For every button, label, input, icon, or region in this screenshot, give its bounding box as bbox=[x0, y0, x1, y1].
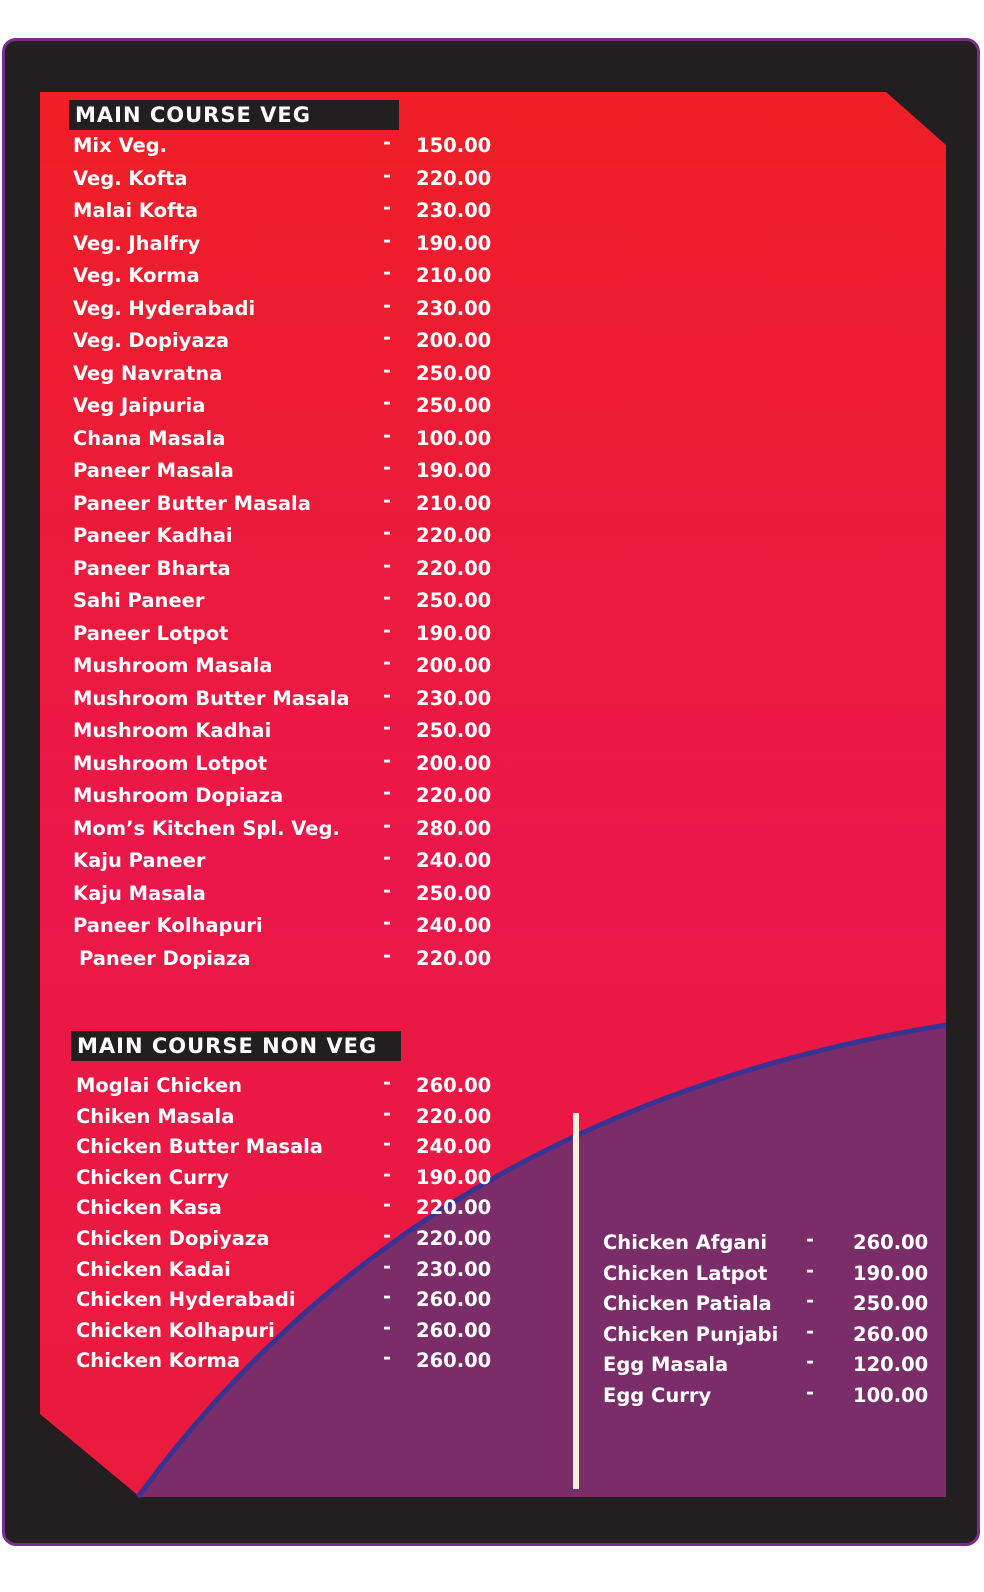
menu-item-name: Mushroom Butter Masala bbox=[73, 686, 350, 710]
menu-item-price: 220.00 bbox=[416, 524, 492, 547]
menu-item-name: Paneer Kadhai bbox=[73, 524, 233, 547]
menu-item-dash: - bbox=[383, 391, 392, 414]
menu-item-dash: - bbox=[383, 358, 392, 382]
menu-item-name: Chiken Masala bbox=[76, 1104, 235, 1128]
menu-item-price: 100.00 bbox=[416, 426, 492, 450]
menu-item-dash: - bbox=[383, 1071, 392, 1094]
menu-item-name: Paneer Bharta bbox=[73, 556, 231, 580]
menu-item-name: Veg. Kofta bbox=[73, 166, 188, 190]
menu-item-name: Moglai Chicken bbox=[76, 1074, 243, 1097]
menu-item-price: 240.00 bbox=[416, 1135, 492, 1159]
menu-item-name: Chicken Afgani bbox=[603, 1231, 768, 1254]
menu-item-price: 220.00 bbox=[416, 1227, 492, 1250]
menu-item-dash: - bbox=[806, 1350, 815, 1374]
menu-item-name: Mushroom Lotpot bbox=[73, 751, 268, 775]
menu-item-name: Chicken Kolhapuri bbox=[76, 1318, 275, 1342]
menu-item-name: Chicken Patiala bbox=[603, 1292, 772, 1316]
menu-item-name: Mushroom Masala bbox=[73, 654, 273, 677]
menu-item-price: 230.00 bbox=[416, 296, 492, 320]
menu-item-price: 220.00 bbox=[416, 946, 492, 970]
menu-item-name: Chicken Punjabi bbox=[603, 1322, 779, 1346]
menu-item-name: Chicken Dopiyaza bbox=[76, 1227, 270, 1250]
menu-item-dash: - bbox=[806, 1289, 815, 1313]
menu-item-dash: - bbox=[383, 456, 392, 479]
menu-item-dash: - bbox=[383, 163, 392, 187]
menu-item-name: Chicken Kasa bbox=[76, 1196, 222, 1220]
menu-item-price: 240.00 bbox=[416, 849, 492, 872]
menu-item-price: 250.00 bbox=[416, 361, 492, 385]
menu-item-price: 260.00 bbox=[853, 1231, 929, 1254]
menu-item-price: 220.00 bbox=[416, 166, 492, 190]
menu-item-dash: - bbox=[383, 911, 392, 934]
menu-item-price: 220.00 bbox=[416, 556, 492, 580]
menu-item-dash: - bbox=[383, 1101, 392, 1125]
menu-item-dash: - bbox=[806, 1319, 815, 1343]
menu-item-price: 210.00 bbox=[416, 491, 492, 515]
menu-item-name: Veg. Jhalfry bbox=[73, 231, 201, 255]
menu-item-price: 250.00 bbox=[416, 719, 492, 742]
menu-item-dash: - bbox=[383, 683, 392, 707]
menu-item-name: Chana Masala bbox=[73, 426, 226, 450]
menu-item-name: Paneer Dopiaza bbox=[79, 946, 251, 970]
menu-item-dash: - bbox=[383, 748, 392, 772]
menu-item-dash: - bbox=[383, 618, 392, 642]
menu-item-dash: - bbox=[383, 1285, 392, 1309]
menu-item-name: Kaju Masala bbox=[73, 881, 206, 905]
menu-item-price: 220.00 bbox=[416, 1104, 492, 1128]
menu-item-dash: - bbox=[383, 293, 392, 317]
menu-item-price: 190.00 bbox=[416, 459, 492, 482]
menu-item-dash: - bbox=[383, 1224, 392, 1247]
menu-item-name: Mushroom Kadhai bbox=[73, 719, 272, 742]
menu-item-name: Chicken Hyderabadi bbox=[76, 1288, 296, 1312]
menu-item-name: Veg. Korma bbox=[73, 264, 200, 287]
menu-item-name: Egg Curry bbox=[603, 1384, 712, 1407]
menu-item-price: 260.00 bbox=[853, 1322, 929, 1346]
menu-item-name: Sahi Paneer bbox=[73, 589, 205, 612]
menu-item-price: 200.00 bbox=[416, 329, 492, 352]
menu-item-price: 150.00 bbox=[416, 134, 492, 157]
menu-item-dash: - bbox=[383, 586, 392, 609]
menu-item-dash: - bbox=[383, 1193, 392, 1217]
menu-item-price: 190.00 bbox=[416, 231, 492, 255]
menu-item-price: 260.00 bbox=[416, 1349, 492, 1373]
menu-item-dash: - bbox=[383, 228, 392, 252]
menu-item-dash: - bbox=[383, 651, 392, 674]
menu-item-name: Mushroom Dopiaza bbox=[73, 784, 284, 807]
menu-item-dash: - bbox=[383, 1315, 392, 1339]
menu-item-name: Chicken Korma bbox=[76, 1349, 241, 1373]
menu-item-name: Malai Kofta bbox=[73, 199, 199, 222]
menu-item-price: 250.00 bbox=[416, 881, 492, 905]
menu-item-price: 230.00 bbox=[416, 686, 492, 710]
column-divider bbox=[573, 1113, 579, 1489]
menu-item-dash: - bbox=[383, 813, 392, 837]
menu-item-dash: - bbox=[383, 261, 392, 284]
menu-item-price: 200.00 bbox=[416, 654, 492, 677]
menu-item-name: Egg Masala bbox=[603, 1353, 729, 1377]
nonveg-section-title: MAIN COURSE NON VEG bbox=[71, 1031, 401, 1061]
menu-item-price: 220.00 bbox=[416, 784, 492, 807]
menu-item-name: Chicken Latpot bbox=[603, 1261, 768, 1285]
menu-item-price: 260.00 bbox=[416, 1318, 492, 1342]
veg-section-title: MAIN COURSE VEG bbox=[69, 100, 399, 130]
menu-item-name: Chicken Curry bbox=[76, 1165, 229, 1189]
menu-item-name: Paneer Lotpot bbox=[73, 621, 229, 645]
menu-item-price: 120.00 bbox=[853, 1353, 929, 1377]
menu-item-dash: - bbox=[383, 846, 392, 869]
menu-item-dash: - bbox=[806, 1228, 815, 1251]
menu-item-dash: - bbox=[383, 423, 392, 447]
menu-item-price: 200.00 bbox=[416, 751, 492, 775]
menu-item-dash: - bbox=[383, 716, 392, 739]
menu-item-name: Paneer Kolhapuri bbox=[73, 914, 263, 937]
menu-item-dash: - bbox=[806, 1381, 815, 1404]
menu-item-dash: - bbox=[383, 521, 392, 544]
menu-item-name: Mom’s Kitchen Spl. Veg. bbox=[73, 816, 340, 840]
menu-item-dash: - bbox=[383, 1132, 392, 1156]
menu-item-price: 230.00 bbox=[416, 199, 492, 222]
menu-item-price: 280.00 bbox=[416, 816, 492, 840]
menu-item-name: Veg. Dopiyaza bbox=[73, 329, 230, 352]
menu-item-dash: - bbox=[383, 1254, 392, 1278]
menu-item-dash: - bbox=[806, 1258, 815, 1282]
menu-item-price: 240.00 bbox=[416, 914, 492, 937]
menu-item-dash: - bbox=[383, 553, 392, 577]
menu-item-name: Veg. Hyderabadi bbox=[73, 296, 256, 320]
menu-item-price: 190.00 bbox=[416, 1165, 492, 1189]
menu-item-name: Mix Veg. bbox=[73, 134, 168, 157]
menu-item-dash: - bbox=[383, 1346, 392, 1370]
menu-item-price: 230.00 bbox=[416, 1257, 492, 1281]
menu-item-name: Paneer Butter Masala bbox=[73, 491, 311, 515]
menu-item-price: 210.00 bbox=[416, 264, 492, 287]
menu-item-dash: - bbox=[383, 326, 392, 349]
menu-item-name: Paneer Masala bbox=[73, 459, 234, 482]
menu-item-price: 250.00 bbox=[853, 1292, 929, 1316]
menu-item-dash: - bbox=[383, 781, 392, 804]
menu-item-dash: - bbox=[383, 1162, 392, 1186]
menu-item-dash: - bbox=[383, 131, 392, 154]
menu-item-price: 250.00 bbox=[416, 589, 492, 612]
menu-item-name: Chicken Butter Masala bbox=[76, 1135, 323, 1159]
menu-item-dash: - bbox=[383, 878, 392, 902]
menu-item-price: 250.00 bbox=[416, 394, 492, 417]
menu-item-name: Kaju Paneer bbox=[73, 849, 206, 872]
menu-item-dash: - bbox=[383, 488, 392, 512]
menu-item-name: Veg Navratna bbox=[73, 361, 223, 385]
menu-item-dash: - bbox=[383, 943, 392, 967]
menu-item-name: Veg Jaipuria bbox=[73, 394, 206, 417]
menu-item-name: Chicken Kadai bbox=[76, 1257, 231, 1281]
menu-item-price: 190.00 bbox=[853, 1261, 929, 1285]
menu-item-price: 260.00 bbox=[416, 1074, 492, 1097]
menu-item-dash: - bbox=[383, 196, 392, 219]
menu-item-price: 220.00 bbox=[416, 1196, 492, 1220]
menu-item-price: 190.00 bbox=[416, 621, 492, 645]
menu-item-price: 100.00 bbox=[853, 1384, 929, 1407]
menu-item-price: 260.00 bbox=[416, 1288, 492, 1312]
